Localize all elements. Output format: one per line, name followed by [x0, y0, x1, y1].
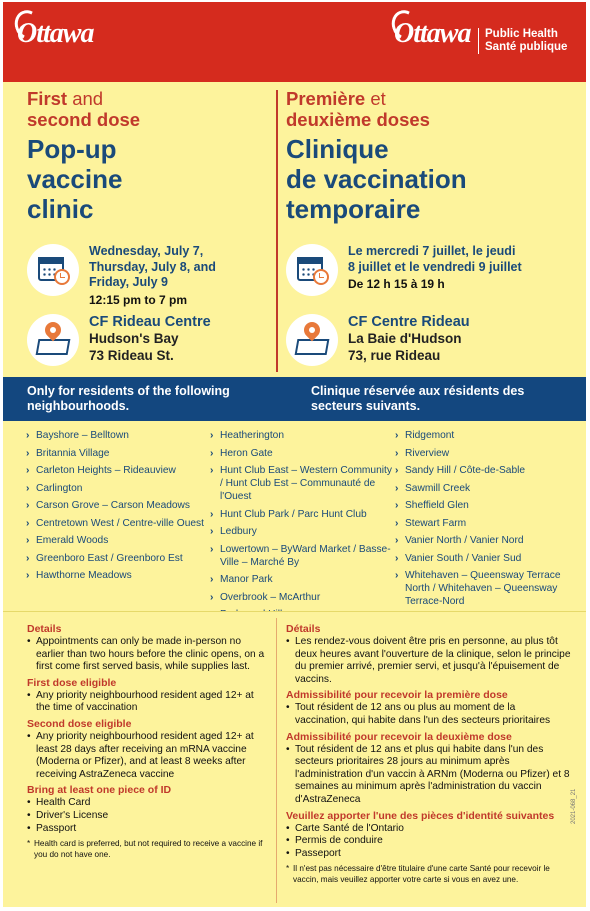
list-item: › Greenboro East / Greenboro Est — [26, 552, 206, 565]
french-column — [286, 88, 576, 363]
list-item: › Overbrook – McArthur — [210, 591, 395, 604]
first-dose-text: • Tout résident de 12 ans ou plus au moment de la vaccination, qui habite dans l'un des secteurs prioritaires — [286, 702, 571, 727]
header-bar — [3, 2, 586, 82]
list-item: › Ridgemont — [395, 429, 575, 442]
english-column — [27, 88, 272, 363]
second-dose-text: • Tout résident de 12 ans et plus qui habite dans l'un des secteurs prioritaires 28 jours au minimum après l'administration d'un vaccin à ARNm (Moderna ou Pfizer) et 8 semaines au minimum après l'administration du vaccin d'AstraZeneca — [286, 744, 571, 807]
place-name: CF Centre Rideau — [348, 314, 470, 330]
document-code: 2021-068_21 — [571, 788, 577, 824]
dose-and: et — [365, 88, 386, 109]
first-dose-heading: First dose eligible — [27, 676, 117, 689]
details-text: • Appointments can only be made in-person no earlier than two hours before the clinic opens, on a first come first served basis, while supplies last. — [27, 636, 267, 674]
place-address: 73 Rideau St. — [89, 347, 174, 363]
details-heading: Details — [27, 623, 62, 635]
ottawa-logo-right — [394, 18, 470, 50]
list-item: › Ledbury — [210, 525, 395, 538]
time: 12:15 pm to 7 pm — [89, 292, 188, 307]
first-dose-heading: Admissibilité pour recevoir la première dose — [286, 689, 508, 702]
location-row-fr — [286, 314, 470, 366]
list-item: › Carson Grove – Carson Meadows — [26, 499, 206, 512]
date-text-fr — [348, 244, 523, 293]
list-item: › Stewart Farm — [395, 517, 575, 530]
id-item: • Passeport — [286, 848, 571, 861]
title-line: vaccine — [27, 164, 123, 194]
place-sub: La Baie d'Hudson — [348, 331, 462, 346]
neighbourhood-column-3 — [395, 429, 575, 613]
list-item: › Manor Park — [210, 573, 395, 586]
map-pin-icon — [286, 314, 338, 366]
date-row-fr — [286, 244, 523, 296]
calendar-clock-icon — [286, 244, 338, 296]
dose-and: and — [67, 88, 104, 109]
location-text-fr — [348, 314, 470, 364]
residents-only-band — [3, 377, 586, 421]
band-text-en: Only for residents of the following neighbourhoods. — [27, 384, 230, 413]
details-heading: Détails — [286, 623, 321, 635]
second-dose-text: • Any priority neighbourhood resident aged 12+ at least 28 days after receiving an mRNA vaccine (Moderna or Pfizer), and at least 8 weeks after receiving AstraZeneca vaccine — [27, 731, 267, 781]
location-text-en — [89, 314, 211, 364]
dates: Le mercredi 7 juillet, le jeudi 8 juillet et le vendredi 9 juillet — [348, 244, 522, 274]
title-line: clinic — [27, 194, 94, 224]
map-pin-icon — [27, 314, 79, 366]
health-card-note: * Il n'est pas nécessaire d'être titulaire d'une carte Santé pour recevoir le vaccin, mais veuillez apporter votre carte si vous en avez une. — [286, 864, 571, 885]
list-item: › Carlington — [26, 482, 206, 495]
list-item: › Sandy Hill / Côte-de-Sable — [395, 464, 575, 477]
neighbourhood-list — [3, 421, 586, 611]
list-item: › Centretown West / Centre-ville Ouest — [26, 517, 206, 530]
dept-en: Public Health — [485, 28, 558, 40]
id-item: • Driver's License — [27, 810, 267, 823]
list-item: › Hunt Club Park / Parc Hunt Club — [210, 508, 395, 521]
title-line: temporaire — [286, 194, 421, 224]
clinic-title-fr — [286, 134, 576, 224]
place-name: CF Rideau Centre — [89, 314, 211, 330]
band-text-fr: Clinique réservée aux résidents des secteurs suivants. — [311, 384, 525, 413]
dates: Wednesday, July 7, Thursday, July 8, and Friday, July 9 — [89, 244, 216, 289]
list-item: › Vanier North / Vanier Nord — [395, 534, 575, 547]
list-item: › Lowertown – ByWard Market / Basse-Ville – Marché By — [210, 543, 395, 569]
list-item: › Carleton Heights – Rideauview — [26, 464, 206, 477]
place-address: 73, rue Rideau — [348, 347, 441, 363]
details-divider — [276, 618, 277, 903]
health-card-note: * Health card is preferred, but not required to receive a vaccine if you do not have one. — [27, 839, 267, 860]
date-row-en — [27, 244, 259, 308]
list-item: › Sawmill Creek — [395, 482, 575, 495]
dose-first: Première — [286, 88, 366, 109]
poster — [3, 2, 586, 907]
list-item: › Emerald Woods — [26, 534, 206, 547]
title-line: Clinique — [286, 134, 389, 164]
ottawa-logo-left — [17, 18, 93, 50]
dose-heading-en — [27, 88, 272, 130]
dose-first: First — [27, 88, 68, 109]
clinic-title-en — [27, 134, 272, 224]
list-item: › Hunt Club East – Western Community / Hunt Club Est – Communauté de l'Ouest — [210, 464, 395, 503]
list-item: › Britannia Village — [26, 447, 206, 460]
list-item: › Heron Gate — [210, 447, 395, 460]
dose-second: second dose — [27, 109, 141, 130]
clinic-info-section — [3, 82, 586, 377]
second-dose-heading: Admissibilité pour recevoir la deuxième dose — [286, 730, 512, 743]
column-divider — [276, 90, 278, 372]
list-item: › Heatherington — [210, 429, 395, 442]
title-line: Pop-up — [27, 134, 117, 164]
id-item: • Health Card — [27, 797, 267, 810]
location-row-en — [27, 314, 211, 366]
neighbourhood-column-2 — [210, 429, 395, 626]
dose-heading-fr — [286, 88, 576, 130]
title-line: de vaccination — [286, 164, 467, 194]
first-dose-text: • Any priority neighbourhood resident aged 12+ at the time of vaccination — [27, 690, 267, 715]
list-item: › Riverview — [395, 447, 575, 460]
calendar-clock-icon — [27, 244, 79, 296]
details-section — [3, 611, 586, 907]
list-item: › Bayshore – Belltown — [26, 429, 206, 442]
list-item: › Whitehaven – Queensway Terrace North / Whitehaven – Queensway Terrace-Nord — [395, 569, 575, 608]
neighbourhood-column-1 — [26, 429, 206, 587]
id-item: • Permis de conduire — [286, 835, 571, 848]
logo-text: Ottawa — [394, 18, 471, 49]
dose-second: deuxième doses — [286, 109, 430, 130]
dept-fr: Santé publique — [485, 41, 568, 53]
second-dose-heading: Second dose eligible — [27, 717, 132, 730]
id-item: • Passport — [27, 823, 267, 836]
list-item: › Sheffield Glen — [395, 499, 575, 512]
id-heading: Bring at least one piece of ID — [27, 784, 172, 797]
public-health-label — [478, 28, 567, 54]
details-text: • Les rendez-vous doivent être pris en personne, au plus tôt deux heures avant l'ouverture de la clinique, selon le principe du premier arrivé, premier servi, et jusqu'à l'épuisement de vaccins. — [286, 636, 571, 686]
id-heading: Veuillez apporter l'une des pièces d'identité suivantes — [286, 809, 555, 822]
details-french — [286, 620, 571, 885]
time: De 12 h 15 à 19 h — [348, 277, 445, 291]
details-english — [27, 620, 267, 860]
id-item: • Carte Santé de l'Ontario — [286, 823, 571, 836]
place-sub: Hudson's Bay — [89, 331, 179, 346]
list-item: › Hawthorne Meadows — [26, 569, 206, 582]
date-text-en — [89, 244, 259, 308]
list-item: › Vanier South / Vanier Sud — [395, 552, 575, 565]
logo-text: Ottawa — [17, 18, 94, 49]
